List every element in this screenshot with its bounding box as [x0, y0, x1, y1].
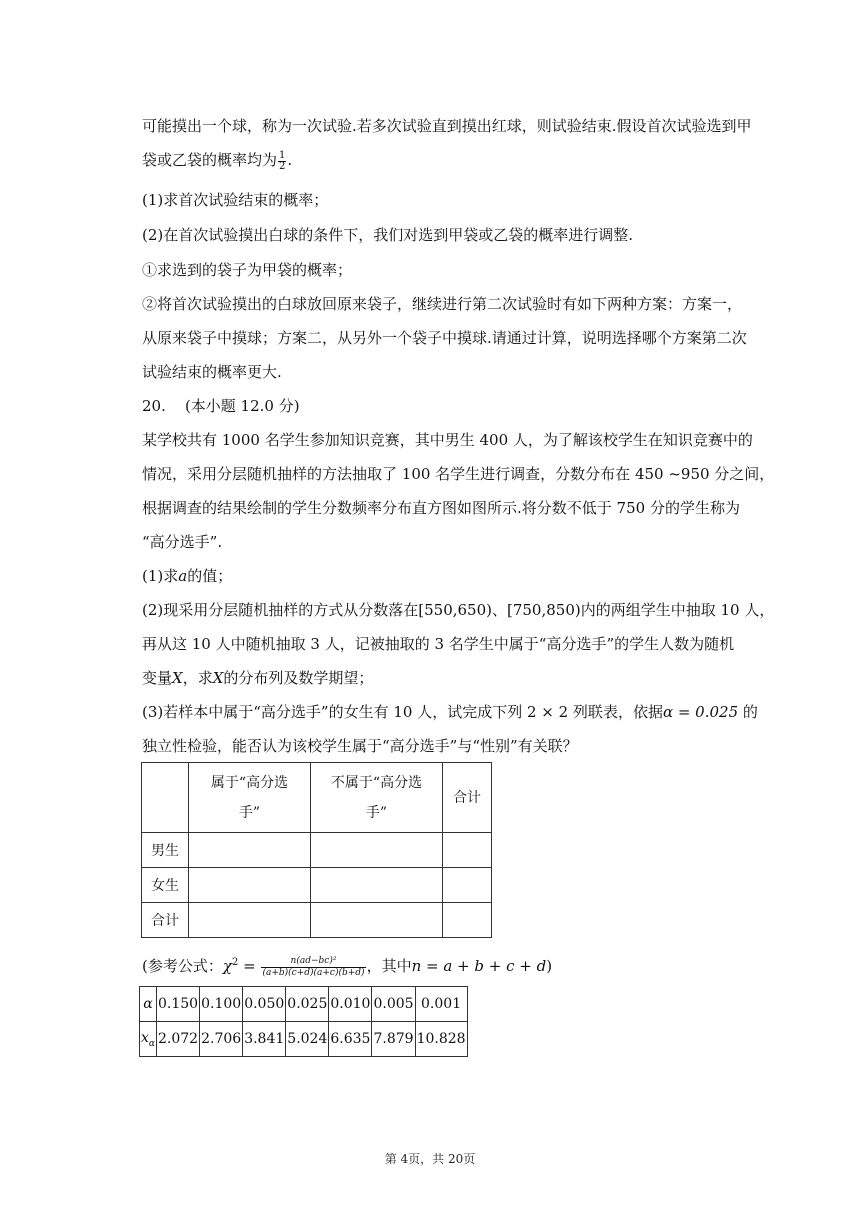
text-line-12: 根据调查的结果绘制的学生分数频率分布直方图如图所示.将分数不低于 750 分的学生称为 — [142, 499, 740, 517]
x-cell: 10.828 — [415, 1022, 467, 1057]
text-line-7: 从原来袋子中摸球；方案二，从另外一个袋子中摸球.请通过计算，说明选择哪个方案第二次 — [142, 329, 747, 347]
question-number: 20. — [142, 397, 166, 415]
text-line-17 — [142, 668, 373, 688]
header-cell-high: 属于“高分选 手” — [189, 763, 311, 833]
alpha-row — [140, 987, 468, 1022]
header-cell-total: 合计 — [443, 763, 492, 833]
x-label: x — [141, 1029, 149, 1046]
text-line-19: 独立性检验，能否认为该校学生属于“高分选手”与“性别”有关联？ — [142, 737, 578, 755]
text-line-17-mid: ，求 — [182, 669, 213, 687]
text-line-2-pre: 袋或乙袋的概率均为 — [142, 151, 278, 169]
text-line-13: “高分选手”. — [142, 533, 223, 551]
text-line-14 — [142, 566, 232, 586]
x-cell: 2.706 — [200, 1022, 243, 1057]
page-footer: 第 4页，共 20页 — [384, 1152, 476, 1166]
x-cell: 5.024 — [286, 1022, 329, 1057]
row-label-total: 合计 — [142, 903, 189, 938]
var-x-2: X — [212, 669, 224, 687]
formula-mid: ，其中 — [366, 957, 412, 975]
header-cell-not-high: 不属于“高分选 手” — [311, 763, 443, 833]
x-cell: 3.841 — [243, 1022, 286, 1057]
critical-value-table — [139, 986, 468, 1057]
text-line-8: 试验结束的概率更大. — [142, 363, 282, 381]
x-cell: 2.072 — [157, 1022, 200, 1057]
formula-numerator: n(ad−bc)² — [261, 956, 365, 968]
alpha-label: α — [140, 987, 157, 1022]
alpha-cell: 0.001 — [415, 987, 467, 1022]
text-line-17-post: 的分布列及数学期望； — [223, 669, 374, 687]
table-cell — [189, 833, 311, 868]
table-cell — [311, 833, 443, 868]
contingency-header-row — [142, 763, 492, 833]
fraction-one-half — [278, 151, 286, 172]
table-cell — [443, 903, 492, 938]
header-cell-empty — [142, 763, 189, 833]
text-line-17-pre: 变量 — [142, 669, 173, 687]
x-alpha-label — [140, 1022, 157, 1057]
table-row — [142, 833, 492, 868]
x-cell: 7.879 — [372, 1022, 415, 1057]
row-label-female: 女生 — [142, 868, 189, 903]
fraction-denominator: 2 — [279, 160, 286, 172]
table-cell — [311, 903, 443, 938]
alpha-cell: 0.010 — [329, 987, 372, 1022]
text-line-18-post: 的 — [738, 703, 758, 721]
text-line-3: (1)求首次试验结束的概率； — [142, 191, 329, 209]
row-label-male: 男生 — [142, 833, 189, 868]
text-line-11: 情况，采用分层随机抽样的方法抽取了 100 名学生进行调查，分数分布在 450 ~950 分之间， — [142, 465, 775, 483]
text-line-14-post: 的值； — [187, 567, 233, 585]
formula-suffix: ) — [546, 957, 553, 975]
text-line-6: ②将首次试验摸出的白球放回原来袋子，继续进行第二次试验时有如下两种方案：方案一， — [142, 295, 743, 313]
var-a: a — [178, 567, 188, 585]
table-cell — [189, 903, 311, 938]
alpha-cell: 0.025 — [286, 987, 329, 1022]
text-line-2 — [142, 150, 292, 172]
chi-square-fraction — [261, 956, 365, 979]
text-line-10: 某学校共有 1000 名学生参加知识竞赛，其中男生 400 人，为了解该校学生在知识竞赛中的 — [142, 431, 753, 449]
alpha-cell: 0.005 — [372, 987, 415, 1022]
question-score: (本小题 12.0 分) — [184, 397, 300, 415]
reference-formula — [142, 953, 552, 979]
text-line-5: ①求选到的袋子为甲袋的概率； — [142, 261, 353, 279]
text-line-4: (2)在首次试验摸出白球的条件下，我们对选到甲袋或乙袋的概率进行调整. — [142, 226, 634, 244]
contingency-table — [141, 762, 492, 938]
chi-symbol: χ — [222, 957, 232, 975]
text-line-16: 再从这 10 人中随机抽取 3 人，记被抽取的 3 名学生中属于“高分选手”的学生人数为随机 — [142, 635, 735, 653]
alpha-value: α = 0.025 — [662, 703, 739, 721]
formula-eq: = — [238, 957, 261, 975]
text-line-1: 可能摸出一个球，称为一次试验.若多次试验直到摸出红球，则试验结束.假设首次试验选到甲 — [142, 117, 752, 135]
question-20-heading — [142, 396, 300, 416]
alpha-cell: 0.050 — [243, 987, 286, 1022]
text-line-2-post: . — [287, 151, 293, 169]
x-cell: 6.635 — [329, 1022, 372, 1057]
formula-where: n = a + b + c + d — [411, 957, 547, 975]
text-line-14-pre: (1)求 — [142, 567, 179, 585]
formula-prefix: (参考公式： — [142, 957, 223, 975]
text-line-15: (2)现采用分层随机抽样的方式从分数落在[550,650)、[750,850)内的两组学生中抽取 10 人， — [142, 601, 775, 619]
chi-exponent: 2 — [231, 957, 239, 968]
table-cell — [443, 833, 492, 868]
text-line-18 — [142, 702, 758, 722]
x-label-subscript: α — [148, 1038, 155, 1049]
formula-denominator: (a+b)(c+d)(a+c)(b+d) — [262, 967, 365, 978]
alpha-cell: 0.100 — [200, 987, 243, 1022]
text-line-18-pre: (3)若样本中属于“高分选手”的女生有 10 人，试完成下列 2 × 2 列联表，依据 — [142, 703, 663, 721]
fraction-numerator: 1 — [279, 149, 286, 161]
table-cell — [443, 868, 492, 903]
x-alpha-row — [140, 1022, 468, 1057]
table-row — [142, 903, 492, 938]
table-cell — [311, 868, 443, 903]
alpha-cell: 0.150 — [157, 987, 200, 1022]
table-row — [142, 868, 492, 903]
table-cell — [189, 868, 311, 903]
var-x-1: X — [172, 669, 183, 687]
